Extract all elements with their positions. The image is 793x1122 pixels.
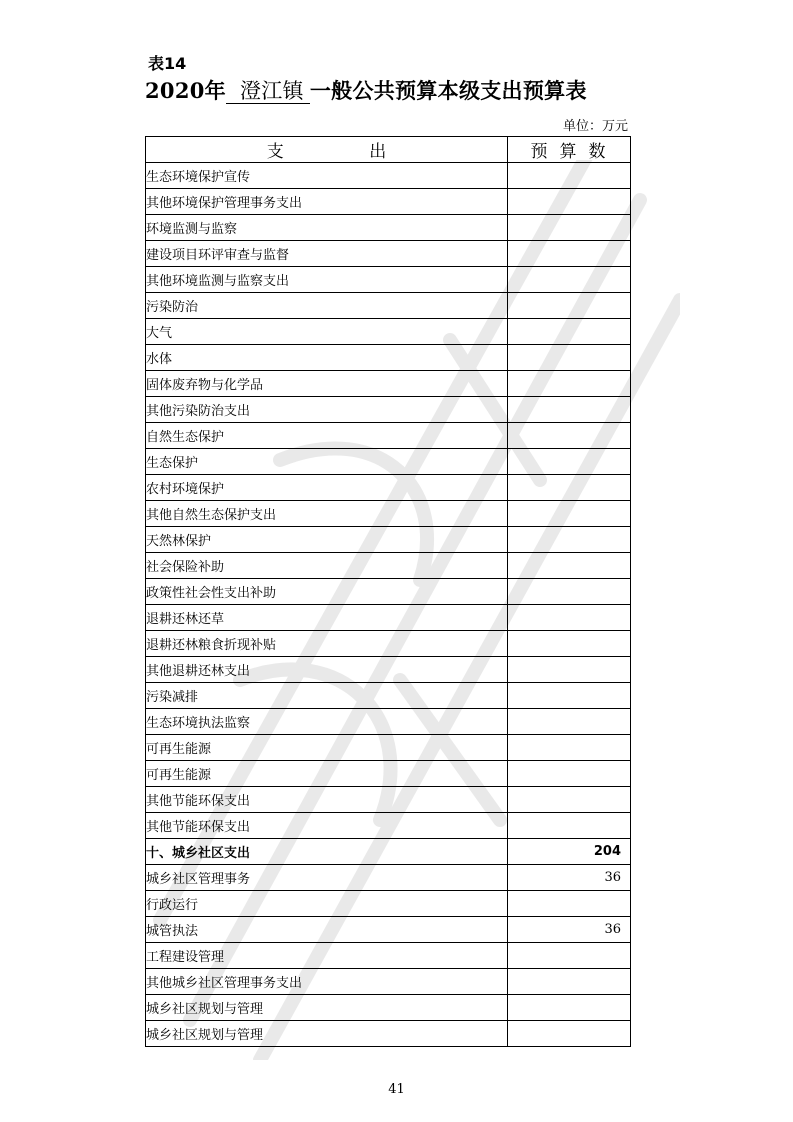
table-row [146,969,631,995]
unit-label: 单位：万元 [562,119,628,134]
table-row [146,917,631,943]
header-expenditure: 支 出 [146,137,508,163]
row-item-name: 其他退耕还林支出 [146,657,508,683]
table-row [146,475,631,501]
row-budget-value [508,345,631,371]
table-row [146,371,631,397]
row-item-name: 其他节能环保支出 [146,813,508,839]
table-row [146,397,631,423]
row-item-name: 环境监测与监察 [146,215,508,241]
row-item-name: 城管执法 [146,917,508,943]
row-item-name: 社会保险补助 [146,553,508,579]
row-item-name: 行政运行 [146,891,508,917]
table-row [146,241,631,267]
row-budget-value [508,891,631,917]
table-row [146,423,631,449]
table-row [146,215,631,241]
row-budget-value [508,215,631,241]
table-number: 表14 [148,54,187,73]
row-budget-value [508,943,631,969]
table-row [146,293,631,319]
row-item-name: 城乡社区管理事务 [146,865,508,891]
row-budget-value [508,683,631,709]
table-row [146,657,631,683]
row-budget-value [508,319,631,345]
table-row [146,1021,631,1047]
row-item-name: 城乡社区规划与管理 [146,1021,508,1047]
row-budget-value: 204 [508,839,631,865]
row-budget-value [508,397,631,423]
row-budget-value [508,579,631,605]
row-budget-value [508,293,631,319]
row-item-name: 其他节能环保支出 [146,787,508,813]
row-budget-value [508,501,631,527]
row-budget-value [508,995,631,1021]
row-budget-value [508,241,631,267]
table-row [146,605,631,631]
table-row [146,865,631,891]
row-item-name: 污染防治 [146,293,508,319]
table-row [146,943,631,969]
row-item-name: 城乡社区规划与管理 [146,995,508,1021]
row-item-name: 其他污染防治支出 [146,397,508,423]
row-item-name: 污染减排 [146,683,508,709]
table-row [146,735,631,761]
row-item-name: 退耕还林还草 [146,605,508,631]
row-item-name: 建设项目环评审查与监督 [146,241,508,267]
table-row [146,527,631,553]
row-budget-value [508,605,631,631]
table-row [146,787,631,813]
row-item-name: 其他环境监测与监察支出 [146,267,508,293]
row-item-name: 其他环境保护管理事务支出 [146,189,508,215]
row-item-name: 其他城乡社区管理事务支出 [146,969,508,995]
page-title [145,75,587,105]
row-item-name: 自然生态保护 [146,423,508,449]
row-item-name: 政策性社会性支出补助 [146,579,508,605]
row-budget-value [508,969,631,995]
table-row [146,579,631,605]
row-budget-value [508,631,631,657]
table-row [146,891,631,917]
row-item-name: 可再生能源 [146,761,508,787]
header-budget: 预算数 [508,137,631,163]
row-budget-value [508,163,631,189]
row-item-name: 可再生能源 [146,735,508,761]
row-budget-value [508,735,631,761]
table-row [146,553,631,579]
row-item-name: 大气 [146,319,508,345]
page-number: 41 [388,1082,405,1097]
row-budget-value [508,423,631,449]
row-budget-value [508,267,631,293]
row-budget-value [508,475,631,501]
table-row [146,189,631,215]
row-item-name: 生态环境保护宣传 [146,163,508,189]
row-item-name: 水体 [146,345,508,371]
table-row [146,761,631,787]
table-row [146,449,631,475]
row-budget-value [508,553,631,579]
row-budget-value: 36 [508,865,631,891]
row-item-name: 天然林保护 [146,527,508,553]
table-row [146,319,631,345]
title-rest: 一般公共预算本级支出预算表 [309,78,587,103]
row-budget-value [508,787,631,813]
row-item-name: 十、城乡社区支出 [146,839,508,865]
title-town: 澄江镇 [226,79,310,104]
row-budget-value [508,761,631,787]
row-budget-value [508,189,631,215]
table-row [146,267,631,293]
table-row [146,839,631,865]
table-row [146,163,631,189]
table-header-row [146,137,631,163]
row-item-name: 退耕还林粮食折现补贴 [146,631,508,657]
row-item-name: 固体废弃物与化学品 [146,371,508,397]
row-item-name: 其他自然生态保护支出 [146,501,508,527]
row-item-name: 农村环境保护 [146,475,508,501]
row-budget-value: 36 [508,917,631,943]
table-row [146,631,631,657]
row-budget-value [508,709,631,735]
row-budget-value [508,527,631,553]
row-item-name: 生态保护 [146,449,508,475]
row-item-name: 生态环境执法监察 [146,709,508,735]
row-budget-value [508,1021,631,1047]
row-budget-value [508,657,631,683]
title-year: 2020年 [145,78,226,103]
table-row [146,501,631,527]
row-budget-value [508,449,631,475]
table-row [146,709,631,735]
row-budget-value [508,813,631,839]
table-row [146,813,631,839]
table-row [146,995,631,1021]
row-budget-value [508,371,631,397]
budget-table [145,136,631,1047]
row-item-name: 工程建设管理 [146,943,508,969]
table-row [146,345,631,371]
table-row [146,683,631,709]
